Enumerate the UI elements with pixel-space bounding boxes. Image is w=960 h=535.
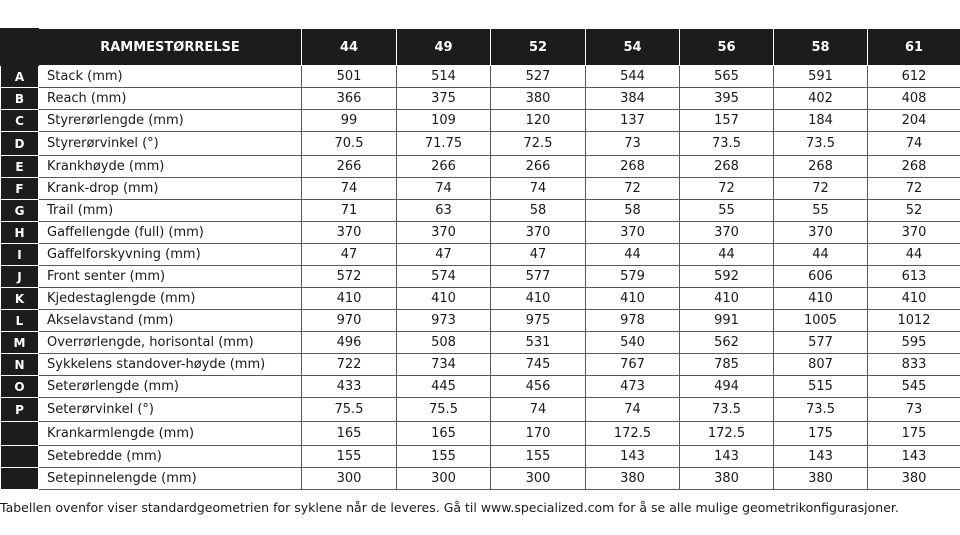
table-cell: 74 bbox=[397, 178, 491, 200]
header-row bbox=[1, 29, 960, 66]
table-cell: 143 bbox=[680, 446, 774, 468]
table-cell: 456 bbox=[491, 376, 586, 398]
table-cell: 172.5 bbox=[680, 422, 774, 446]
table-row bbox=[1, 156, 960, 178]
table-cell: 75.5 bbox=[397, 398, 491, 422]
row-label: Seterørlengde (mm) bbox=[39, 376, 302, 398]
table-cell: 266 bbox=[491, 156, 586, 178]
table-cell: 44 bbox=[586, 244, 680, 266]
row-label: Krank-drop (mm) bbox=[39, 178, 302, 200]
table-cell: 991 bbox=[680, 310, 774, 332]
header-frame-size-label: RAMMESTØRRELSE bbox=[39, 29, 302, 66]
table-cell: 508 bbox=[397, 332, 491, 354]
row-letter: G bbox=[1, 200, 39, 222]
table-cell: 73.5 bbox=[774, 398, 868, 422]
table-cell: 410 bbox=[868, 288, 960, 310]
table-cell: 1012 bbox=[868, 310, 960, 332]
header-size: 49 bbox=[397, 29, 491, 66]
table-cell: 75.5 bbox=[302, 398, 397, 422]
row-label: Sykkelens standover-høyde (mm) bbox=[39, 354, 302, 376]
table-cell: 268 bbox=[586, 156, 680, 178]
table-cell: 72.5 bbox=[491, 132, 586, 156]
table-cell: 74 bbox=[868, 132, 960, 156]
table-cell: 47 bbox=[397, 244, 491, 266]
table-cell: 734 bbox=[397, 354, 491, 376]
table-row bbox=[1, 266, 960, 288]
table-cell: 170 bbox=[491, 422, 586, 446]
table-cell: 73.5 bbox=[680, 398, 774, 422]
table-row bbox=[1, 376, 960, 398]
table-row bbox=[1, 178, 960, 200]
table-cell: 58 bbox=[586, 200, 680, 222]
table-cell: 410 bbox=[680, 288, 774, 310]
row-label: Setepinnelengde (mm) bbox=[39, 468, 302, 490]
table-cell: 300 bbox=[302, 468, 397, 490]
table-cell: 572 bbox=[302, 266, 397, 288]
row-label: Front senter (mm) bbox=[39, 266, 302, 288]
row-letter bbox=[1, 468, 39, 490]
table-cell: 370 bbox=[586, 222, 680, 244]
table-cell: 574 bbox=[397, 266, 491, 288]
table-cell: 496 bbox=[302, 332, 397, 354]
table-cell: 300 bbox=[491, 468, 586, 490]
table-cell: 975 bbox=[491, 310, 586, 332]
row-letter: C bbox=[1, 110, 39, 132]
table-cell: 165 bbox=[397, 422, 491, 446]
table-cell: 266 bbox=[302, 156, 397, 178]
row-label: Seterørvinkel (°) bbox=[39, 398, 302, 422]
table-cell: 72 bbox=[586, 178, 680, 200]
table-cell: 402 bbox=[774, 88, 868, 110]
row-label: Akselavstand (mm) bbox=[39, 310, 302, 332]
table-cell: 44 bbox=[680, 244, 774, 266]
table-cell: 143 bbox=[868, 446, 960, 468]
table-cell: 410 bbox=[774, 288, 868, 310]
header-size: 56 bbox=[680, 29, 774, 66]
table-row bbox=[1, 132, 960, 156]
header-size: 52 bbox=[491, 29, 586, 66]
table-cell: 73.5 bbox=[680, 132, 774, 156]
table-cell: 72 bbox=[680, 178, 774, 200]
row-letter: N bbox=[1, 354, 39, 376]
row-label: Trail (mm) bbox=[39, 200, 302, 222]
table-cell: 47 bbox=[491, 244, 586, 266]
table-cell: 591 bbox=[774, 66, 868, 88]
table-cell: 745 bbox=[491, 354, 586, 376]
table-cell: 531 bbox=[491, 332, 586, 354]
table-cell: 380 bbox=[491, 88, 586, 110]
geometry-table-body bbox=[1, 66, 960, 490]
table-cell: 595 bbox=[868, 332, 960, 354]
table-cell: 72 bbox=[774, 178, 868, 200]
table-cell: 370 bbox=[774, 222, 868, 244]
table-cell: 44 bbox=[868, 244, 960, 266]
table-cell: 370 bbox=[680, 222, 774, 244]
row-letter: K bbox=[1, 288, 39, 310]
table-cell: 527 bbox=[491, 66, 586, 88]
table-cell: 370 bbox=[397, 222, 491, 244]
table-cell: 72 bbox=[868, 178, 960, 200]
table-cell: 565 bbox=[680, 66, 774, 88]
table-cell: 514 bbox=[397, 66, 491, 88]
table-cell: 785 bbox=[680, 354, 774, 376]
table-row bbox=[1, 244, 960, 266]
table-cell: 204 bbox=[868, 110, 960, 132]
table-cell: 63 bbox=[397, 200, 491, 222]
table-cell: 445 bbox=[397, 376, 491, 398]
table-cell: 165 bbox=[302, 422, 397, 446]
table-row bbox=[1, 222, 960, 244]
table-cell: 120 bbox=[491, 110, 586, 132]
row-label: Stack (mm) bbox=[39, 66, 302, 88]
table-row bbox=[1, 66, 960, 88]
table-cell: 380 bbox=[774, 468, 868, 490]
table-cell: 592 bbox=[680, 266, 774, 288]
table-row bbox=[1, 422, 960, 446]
table-cell: 722 bbox=[302, 354, 397, 376]
table-cell: 577 bbox=[774, 332, 868, 354]
table-cell: 970 bbox=[302, 310, 397, 332]
row-label: Overrørlengde, horisontal (mm) bbox=[39, 332, 302, 354]
table-cell: 266 bbox=[397, 156, 491, 178]
table-cell: 268 bbox=[774, 156, 868, 178]
header-corner bbox=[1, 29, 39, 66]
table-cell: 494 bbox=[680, 376, 774, 398]
table-cell: 55 bbox=[774, 200, 868, 222]
table-row bbox=[1, 354, 960, 376]
table-cell: 544 bbox=[586, 66, 680, 88]
table-cell: 433 bbox=[302, 376, 397, 398]
table-cell: 184 bbox=[774, 110, 868, 132]
table-cell: 380 bbox=[868, 468, 960, 490]
table-cell: 157 bbox=[680, 110, 774, 132]
table-row bbox=[1, 398, 960, 422]
table-cell: 973 bbox=[397, 310, 491, 332]
header-size: 58 bbox=[774, 29, 868, 66]
row-letter: L bbox=[1, 310, 39, 332]
row-label: Krankhøyde (mm) bbox=[39, 156, 302, 178]
table-cell: 501 bbox=[302, 66, 397, 88]
table-cell: 300 bbox=[397, 468, 491, 490]
row-letter: I bbox=[1, 244, 39, 266]
row-letter: P bbox=[1, 398, 39, 422]
table-row bbox=[1, 288, 960, 310]
table-cell: 384 bbox=[586, 88, 680, 110]
table-cell: 175 bbox=[868, 422, 960, 446]
table-cell: 767 bbox=[586, 354, 680, 376]
row-letter: J bbox=[1, 266, 39, 288]
table-cell: 562 bbox=[680, 332, 774, 354]
table-cell: 370 bbox=[302, 222, 397, 244]
row-letter: A bbox=[1, 66, 39, 88]
row-label: Reach (mm) bbox=[39, 88, 302, 110]
table-cell: 545 bbox=[868, 376, 960, 398]
table-cell: 380 bbox=[586, 468, 680, 490]
geometry-table bbox=[0, 28, 960, 490]
row-label: Gaffellengde (full) (mm) bbox=[39, 222, 302, 244]
table-cell: 473 bbox=[586, 376, 680, 398]
table-cell: 74 bbox=[302, 178, 397, 200]
row-label: Kjedestaglengde (mm) bbox=[39, 288, 302, 310]
table-cell: 807 bbox=[774, 354, 868, 376]
header-size: 61 bbox=[868, 29, 960, 66]
footnote-caption: Tabellen ovenfor viser standardgeometrien for syklene når de leveres. Gå til www.specialized.com for å se alle mulige geometrikonfigurasjoner. bbox=[0, 500, 899, 515]
row-label: Gaffelforskyvning (mm) bbox=[39, 244, 302, 266]
table-cell: 109 bbox=[397, 110, 491, 132]
table-cell: 99 bbox=[302, 110, 397, 132]
table-cell: 833 bbox=[868, 354, 960, 376]
table-cell: 410 bbox=[302, 288, 397, 310]
table-cell: 395 bbox=[680, 88, 774, 110]
table-cell: 268 bbox=[680, 156, 774, 178]
row-label: Setebredde (mm) bbox=[39, 446, 302, 468]
table-cell: 73.5 bbox=[774, 132, 868, 156]
row-letter: M bbox=[1, 332, 39, 354]
table-cell: 73 bbox=[868, 398, 960, 422]
table-row bbox=[1, 88, 960, 110]
table-cell: 74 bbox=[586, 398, 680, 422]
table-row bbox=[1, 110, 960, 132]
table-row bbox=[1, 310, 960, 332]
table-cell: 155 bbox=[397, 446, 491, 468]
table-row bbox=[1, 200, 960, 222]
table-cell: 137 bbox=[586, 110, 680, 132]
row-letter: O bbox=[1, 376, 39, 398]
row-letter: D bbox=[1, 132, 39, 156]
table-cell: 515 bbox=[774, 376, 868, 398]
row-letter bbox=[1, 422, 39, 446]
table-cell: 55 bbox=[680, 200, 774, 222]
table-row bbox=[1, 332, 960, 354]
table-cell: 410 bbox=[586, 288, 680, 310]
table-cell: 175 bbox=[774, 422, 868, 446]
table-cell: 155 bbox=[302, 446, 397, 468]
row-letter: B bbox=[1, 88, 39, 110]
row-label: Krankarmlengde (mm) bbox=[39, 422, 302, 446]
table-cell: 268 bbox=[868, 156, 960, 178]
table-cell: 172.5 bbox=[586, 422, 680, 446]
table-cell: 71.75 bbox=[397, 132, 491, 156]
table-cell: 370 bbox=[491, 222, 586, 244]
header-size: 54 bbox=[586, 29, 680, 66]
table-cell: 143 bbox=[774, 446, 868, 468]
table-cell: 370 bbox=[868, 222, 960, 244]
table-cell: 71 bbox=[302, 200, 397, 222]
row-letter bbox=[1, 446, 39, 468]
table-cell: 366 bbox=[302, 88, 397, 110]
table-cell: 380 bbox=[680, 468, 774, 490]
table-cell: 52 bbox=[868, 200, 960, 222]
table-cell: 577 bbox=[491, 266, 586, 288]
table-cell: 1005 bbox=[774, 310, 868, 332]
header-size: 44 bbox=[302, 29, 397, 66]
table-cell: 44 bbox=[774, 244, 868, 266]
table-cell: 606 bbox=[774, 266, 868, 288]
table-cell: 47 bbox=[302, 244, 397, 266]
table-cell: 612 bbox=[868, 66, 960, 88]
table-cell: 613 bbox=[868, 266, 960, 288]
table-cell: 410 bbox=[491, 288, 586, 310]
table-cell: 70.5 bbox=[302, 132, 397, 156]
table-row bbox=[1, 446, 960, 468]
table-cell: 540 bbox=[586, 332, 680, 354]
table-cell: 978 bbox=[586, 310, 680, 332]
table-cell: 155 bbox=[491, 446, 586, 468]
table-cell: 408 bbox=[868, 88, 960, 110]
table-cell: 58 bbox=[491, 200, 586, 222]
row-letter: H bbox=[1, 222, 39, 244]
row-label: Styrerørlengde (mm) bbox=[39, 110, 302, 132]
table-cell: 143 bbox=[586, 446, 680, 468]
row-label: Styrerørvinkel (°) bbox=[39, 132, 302, 156]
table-row bbox=[1, 468, 960, 490]
table-cell: 375 bbox=[397, 88, 491, 110]
table-cell: 74 bbox=[491, 178, 586, 200]
row-letter: F bbox=[1, 178, 39, 200]
table-cell: 73 bbox=[586, 132, 680, 156]
row-letter: E bbox=[1, 156, 39, 178]
table-cell: 579 bbox=[586, 266, 680, 288]
table-cell: 74 bbox=[491, 398, 586, 422]
table-cell: 410 bbox=[397, 288, 491, 310]
